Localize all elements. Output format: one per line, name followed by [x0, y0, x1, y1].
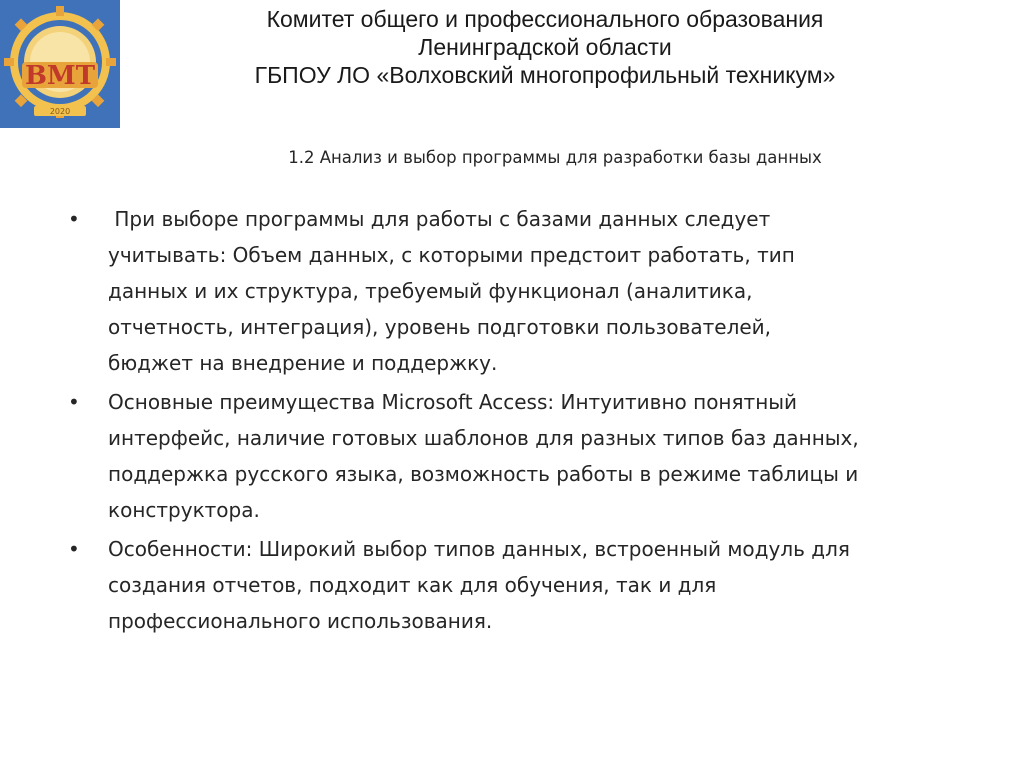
- bullet-icon: •: [68, 207, 80, 231]
- bullet-text-line: Основные преимущества Microsoft Access: Интуитивно понятный: [108, 390, 798, 414]
- slide-subtitle: 1.2 Анализ и выбор программы для разработки базы данных: [288, 148, 822, 167]
- svg-text:2020: 2020: [49, 107, 71, 116]
- bullet-text-line: профессионального использования.: [108, 609, 493, 633]
- bullet-text-line: конструктора.: [108, 498, 260, 522]
- bullet-text-line: создания отчетов, подходит как для обучения, так и для: [108, 573, 717, 597]
- bullet-text-line: При выборе программы для работы с базами данных следует: [108, 207, 771, 231]
- bullet-icon: •: [68, 537, 80, 561]
- bullet-item-program-choice: [66, 201, 986, 381]
- bullet-text-line: отчетность, интеграция), уровень подготовки пользователей,: [108, 315, 772, 339]
- college-logo: [0, 0, 120, 128]
- bullet-item-access-advantages: [66, 384, 986, 528]
- header-line-institution: ГБПОУ ЛО «Волховский многопрофильный техникум»: [254, 62, 836, 88]
- bullet-item-features: [66, 531, 986, 639]
- bullet-text-line: учитывать: Объем данных, с которыми предстоит работать, тип: [108, 243, 795, 267]
- bullet-text-line: интерфейс, наличие готовых шаблонов для разных типов баз данных,: [108, 426, 859, 450]
- header-line-committee: Комитет общего и профессионального образования: [266, 6, 824, 32]
- logo-text: ВМТ: [24, 61, 96, 91]
- bullet-list: [66, 201, 986, 642]
- bullet-text-line: Особенности: Широкий выбор типов данных, встроенный модуль для: [108, 537, 850, 561]
- college-emblem-icon: [0, 0, 120, 128]
- bullet-text-line: бюджет на внедрение и поддержку.: [108, 351, 498, 375]
- slide-header: [130, 5, 960, 89]
- bullet-text-line: данных и их структура, требуемый функционал (аналитика,: [108, 279, 753, 303]
- header-line-region: Ленинградской области: [418, 34, 672, 60]
- bullet-icon: •: [68, 390, 80, 414]
- bullet-text-line: поддержка русского языка, возможность работы в режиме таблицы и: [108, 462, 859, 486]
